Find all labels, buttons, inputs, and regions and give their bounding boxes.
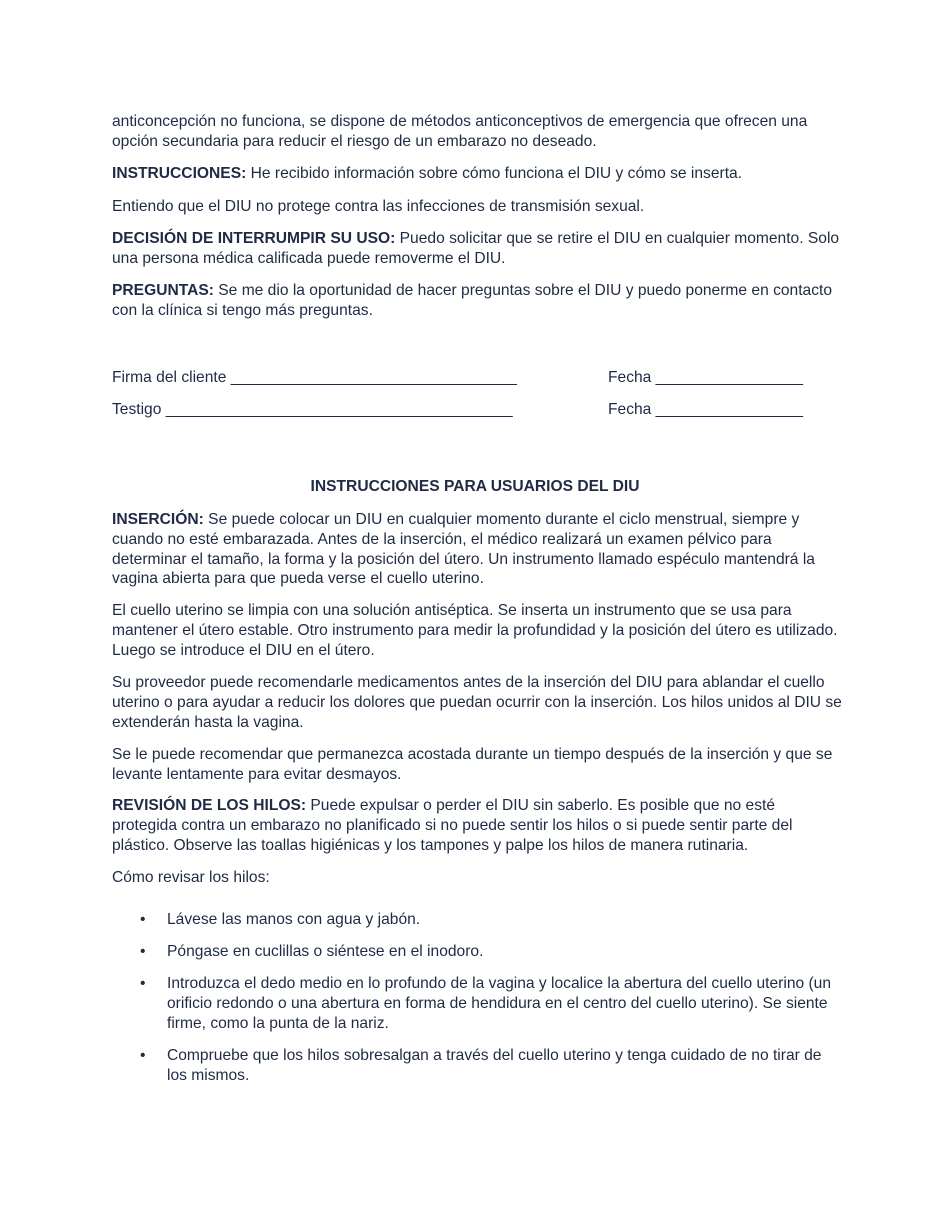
instructions-paragraph — [112, 164, 842, 184]
instructions-text: He recibido información sobre cómo funciona el DIU y cómo se inserta. — [246, 165, 743, 182]
insertion-paragraph — [112, 510, 842, 589]
strings-check-label: REVISIÓN DE LOS HILOS: — [112, 797, 307, 814]
bullet-point: • — [140, 943, 146, 960]
bullet-point: • — [140, 975, 146, 992]
strings-check-paragraph — [112, 796, 842, 855]
step-item: Póngase en cuclillas o siéntese en el inodoro. — [167, 943, 484, 960]
client-date-line: Fecha _________________ — [608, 369, 804, 386]
bullet-point: • — [140, 1047, 146, 1064]
step-item: Lávese las manos con agua y jabón. — [167, 911, 421, 928]
cervix-paragraph: El cuello uterino se limpia con una solución antiséptica. Se inserta un instrumento que se usa para mantener el útero estable. Otro instrumento para medir la profundidad y la posición del útero es utilizado. Luego se introduce el DIU en el útero. — [112, 602, 838, 659]
step-item: Introduzca el dedo medio en lo profundo de la vagina y localice la abertura del cuello uterino (un orificio redondo o una abertura en forma de hendidura en el centro del cuello uterino). Se siente firme, como la punta de la nariz. — [167, 975, 832, 1032]
medications-paragraph: Su proveedor puede recomendarle medicamentos antes de la inserción del DIU para ablandar el cuello uterino o para ayudar a reducir los dolores que puedan ocurrir con la inserción. Los hilos unidos al DIU se extenderán hasta la vagina. — [112, 674, 842, 731]
sti-paragraph: Entiendo que el DIU no protege contra las infecciones de transmisión sexual. — [112, 198, 645, 215]
questions-text: Se me dio la oportunidad de hacer preguntas sobre el DIU y puedo ponerme en contacto con la clínica si tengo más preguntas. — [112, 282, 833, 319]
stop-use-label: DECISIÓN DE INTERRUMPIR SU USO: — [112, 230, 396, 247]
step-item: Compruebe que los hilos sobresalgan a través del cuello uterino y tenga cuidado de no tirar de los mismos. — [167, 1047, 822, 1084]
stop-use-paragraph — [112, 229, 842, 269]
stop-use-text: Puedo solicitar que se retire el DIU en cualquier momento. Solo una persona médica calificada puede removerme el DIU. — [112, 230, 840, 267]
section-heading: INSTRUCCIONES PARA USUARIOS DEL DIU — [310, 478, 640, 495]
questions-label: PREGUNTAS: — [112, 282, 214, 299]
client-signature-line: Firma del cliente _________________________________ — [112, 369, 517, 386]
how-to-check-text: Cómo revisar los hilos: — [112, 869, 270, 886]
strings-check-text: Puede expulsar o perder el DIU sin saberlo. Es posible que no esté protegida contra un embarazo no planificado si no puede sentir los hilos o si puede sentir parte del plástico. Observe las toallas higiénicas y los tampones y palpe los hilos de manera rutinaria. — [112, 797, 793, 854]
rest-paragraph: Se le puede recomendar que permanezca acostada durante un tiempo después de la inserción y que se levante lentamente para evitar desmayos. — [112, 746, 833, 783]
witness-signature-line: Testigo ________________________________________ — [112, 401, 513, 418]
intro-paragraph: anticoncepción no funciona, se dispone de métodos anticonceptivos de emergencia que ofrecen una opción secundaria para reducir el riesgo de un embarazo no deseado. — [112, 113, 808, 150]
bullet-point: • — [140, 911, 146, 928]
insertion-label: INSERCIÓN: — [112, 511, 204, 528]
instructions-label: INSTRUCCIONES: — [112, 165, 247, 182]
witness-date-line: Fecha _________________ — [608, 401, 804, 418]
questions-paragraph — [112, 281, 842, 321]
insertion-text: Se puede colocar un DIU en cualquier momento durante el ciclo menstrual, siempre y cuando no esté embarazada. Antes de la inserción, el médico realizará un examen pélvico para determinar el tamaño, la forma y la posición del útero. Un instrumento llamado espéculo mantendrá la vagina abierta para que pueda verse el cuello uterino. — [112, 511, 815, 588]
